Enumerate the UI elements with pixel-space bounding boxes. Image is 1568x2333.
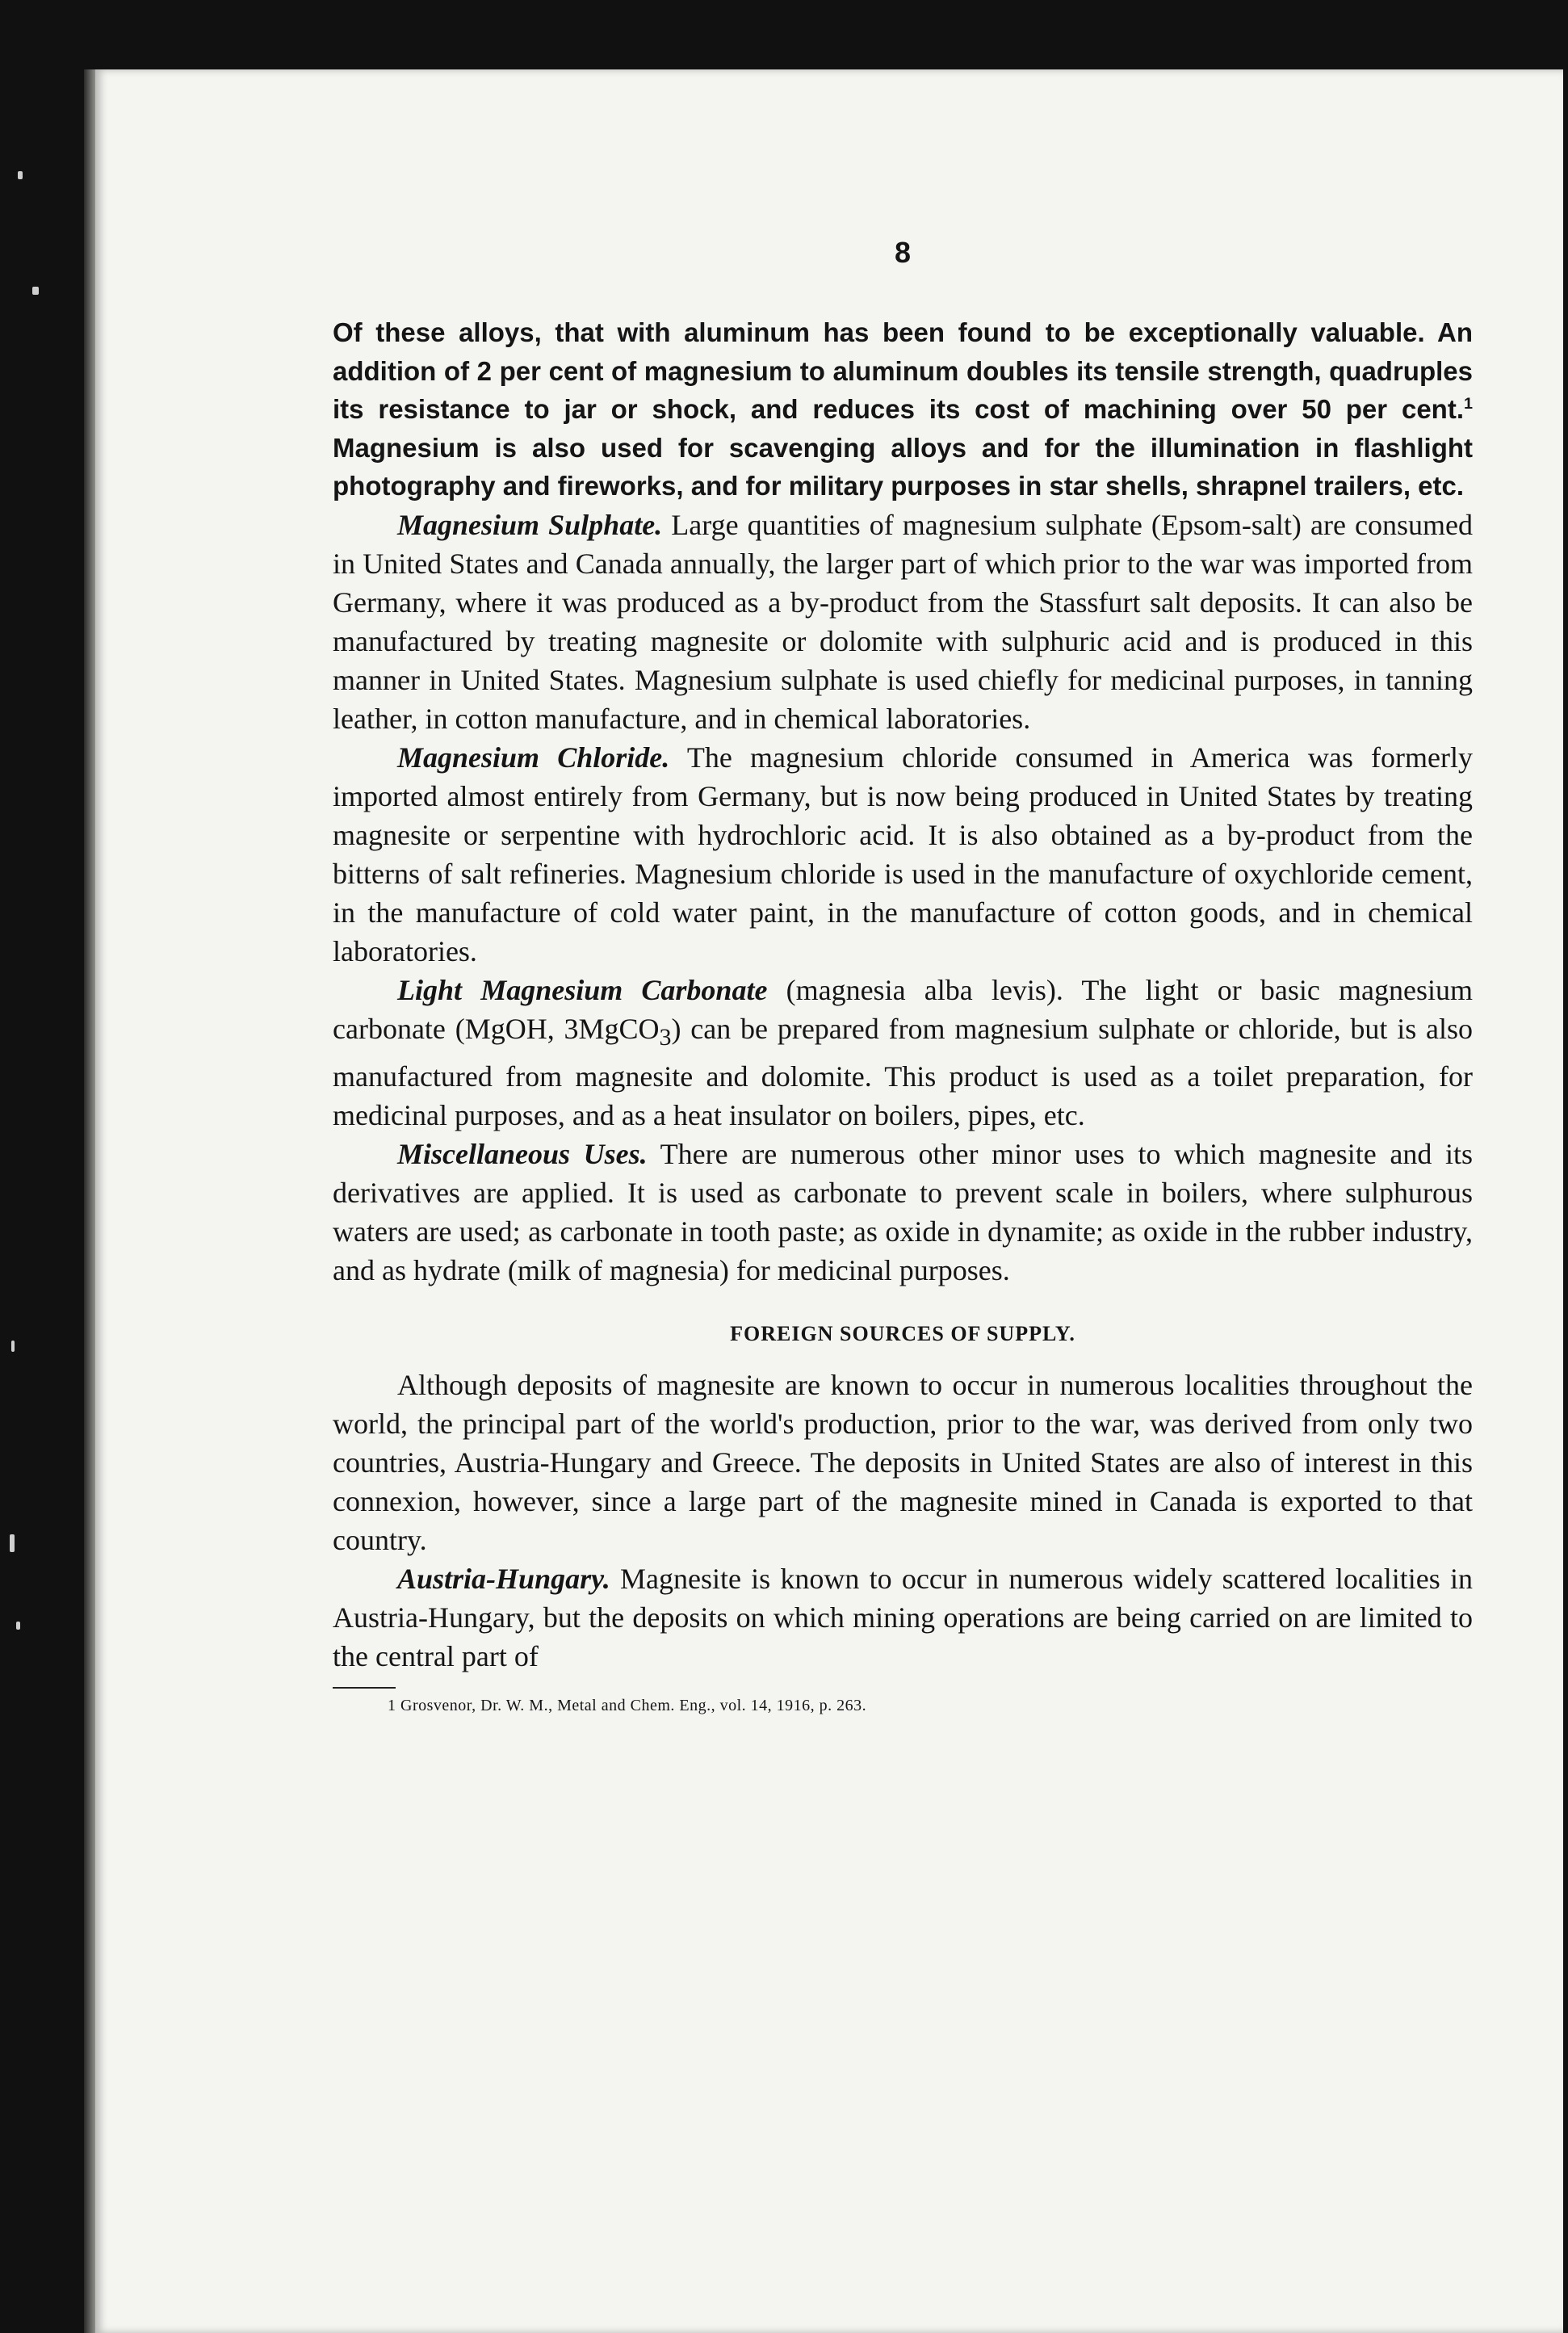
paragraph-text: ) can be prepared from magnesium sulphate or chloride, but is also manufactured from magnesite and dolomite. This product is used as a toilet preparation, for medicinal purposes, and as a heat insulator on boilers, pipes, etc. bbox=[333, 1012, 1473, 1131]
margin-mark bbox=[18, 171, 23, 179]
margin-mark bbox=[11, 1341, 15, 1352]
footnote-rule bbox=[333, 1687, 396, 1689]
paragraph-chloride bbox=[333, 738, 1473, 971]
footnote-ref: 1 bbox=[1463, 395, 1473, 413]
paragraph-text: There are numerous other minor uses to which magnesite and its derivatives are applied. It is used as carbonate to prevent scale in boilers, where sulphurous waters are used; as carbonate in tooth paste; as oxide in dynamite; as oxide in the rubber industry, and as hydrate (milk of magnesia) for medicinal purposes. bbox=[333, 1137, 1473, 1286]
paragraph-text: Magnesium is also used for scavenging alloys and for the illumination in flashlight photography and fireworks, and for military purposes in star shells, shrapnel trailers, etc. bbox=[333, 432, 1473, 501]
paragraph-alloys bbox=[333, 313, 1473, 506]
paragraph-sulphate bbox=[333, 506, 1473, 738]
paragraph-text: (magnesia alba levis). The light or basic magnesium carbonate (MgOH, 3MgCO bbox=[333, 973, 1473, 1045]
page-number: 8 bbox=[894, 236, 912, 269]
paragraph-text: Large quantities of magnesium sulphate (Epsom-salt) are consumed in United States and Canada annually, the larger part of which prior to the war was imported from Germany, where it was produced as a by-product from the Stassfurt salt deposits. It can also be manufactured by treating magnesite or dolomite with sulphuric acid and is produced in this manner in United States. Magnesium sulphate is used chiefly for medicinal purposes, in tanning leather, in cotton manufacture, and in chemical laboratories. bbox=[333, 508, 1473, 735]
paragraph-foreign-intro: Although deposits of magnesite are known to occur in numerous localities throughout the world, the principal part of the world's production, prior to the war, was derived from only two countries, Austria-Hungary and Greece. The deposits in United States are also of interest in this connexion, however, since a large part of the magnesite mined in Canada is exported to that country. bbox=[333, 1368, 1473, 1556]
section-title: FOREIGN SOURCES OF SUPPLY. bbox=[730, 1321, 1075, 1345]
page-binding-edge bbox=[84, 69, 95, 2333]
paragraph-text: Magnesite is known to occur in numerous widely scattered localities in Austria-Hungary, but the deposits on which mining operations are being carried on are limited to the central part of bbox=[333, 1562, 1473, 1672]
section-heading-misc: Miscellaneous Uses. bbox=[397, 1137, 648, 1170]
paragraph-austria bbox=[333, 1559, 1473, 1676]
section-heading-chloride: Magnesium Chloride. bbox=[397, 741, 670, 774]
section-heading-austria: Austria-Hungary. bbox=[397, 1562, 610, 1595]
footnote: 1 Grosvenor, Dr. W. M., Metal and Chem. Eng., vol. 14, 1916, p. 263. bbox=[388, 1696, 867, 1714]
text-column bbox=[333, 236, 1473, 1715]
paragraph-text: Of these alloys, that with aluminum has been found to be exceptionally valuable. An addition of 2 per cent of magnesium to aluminum doubles its tensile strength, quadruples its resistance to jar or shock, and reduces its cost of machining over 50 per cent. bbox=[333, 317, 1473, 424]
paragraph-text: The magnesium chloride consumed in America was formerly imported almost entirely from Germany, but is now being produced in United States by treating magnesite or serpentine with hydrochloric acid. It is also obtained as a by-product from the bitterns of salt refineries. Magnesium chloride is used in the manufacture of oxychloride cement, in the manufacture of cold water paint, in the manufacture of cotton goods, and in chemical laboratories. bbox=[333, 741, 1473, 967]
paragraph-carbonate bbox=[333, 971, 1473, 1135]
margin-mark bbox=[10, 1534, 15, 1552]
section-heading-sulphate: Magnesium Sulphate. bbox=[397, 508, 663, 541]
margin-mark bbox=[16, 1622, 20, 1630]
margin-mark bbox=[32, 287, 39, 295]
section-heading-carbonate: Light Magnesium Carbonate bbox=[397, 973, 768, 1006]
subscript: 3 bbox=[659, 1023, 672, 1051]
paragraph-misc bbox=[333, 1135, 1473, 1290]
